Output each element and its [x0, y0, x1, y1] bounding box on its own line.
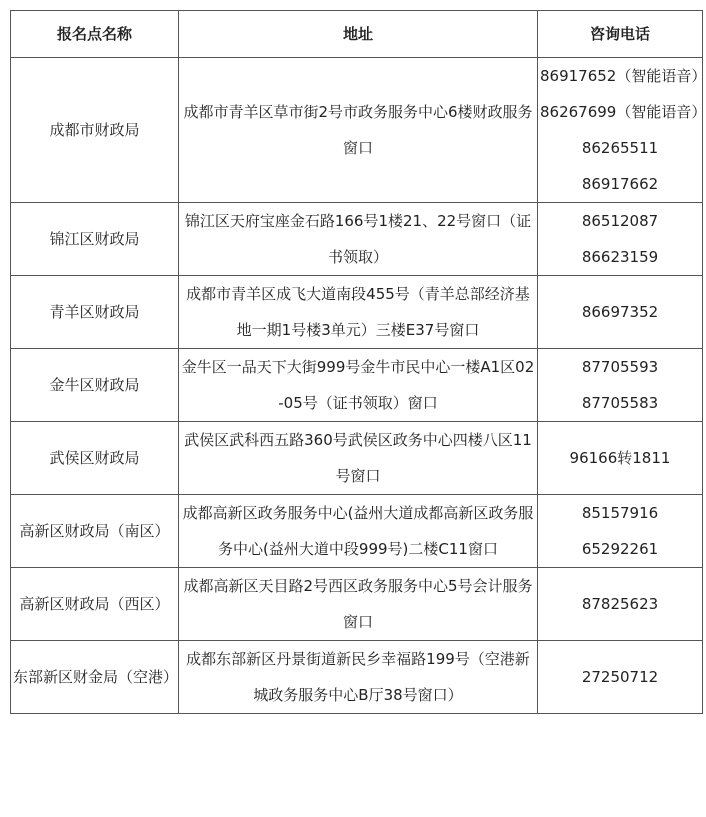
row-name: 青羊区财政局	[11, 276, 179, 349]
phone-number: 86697352	[581, 303, 659, 321]
row-phones	[538, 349, 703, 422]
row-address: 成都高新区政务服务中心(益州大道成都高新区政务服务中心(益州大道中段999号)二楼C11窗口	[179, 495, 538, 568]
row-name: 锦江区财政局	[11, 203, 179, 276]
row-phones	[538, 276, 703, 349]
header-row	[11, 11, 703, 58]
header-address: 地址	[179, 11, 538, 58]
header-phone: 咨询电话	[538, 11, 703, 58]
row-name: 东部新区财金局（空港）	[11, 641, 179, 714]
table-row	[11, 641, 703, 714]
row-address: 成都东部新区丹景街道新民乡幸福路199号（空港新城政务服务中心B厅38号窗口）	[179, 641, 538, 714]
row-phones	[538, 641, 703, 714]
row-address: 锦江区天府宝座金石路166号1楼21、22号窗口（证书领取）	[179, 203, 538, 276]
table-row	[11, 58, 703, 203]
table-row	[11, 349, 703, 422]
row-address: 成都市青羊区草市街2号市政务服务中心6楼财政服务窗口	[179, 58, 538, 203]
table-row	[11, 422, 703, 495]
row-phones	[538, 58, 706, 203]
table-row	[11, 276, 703, 349]
phone-number: 86917662	[581, 175, 659, 193]
row-phones	[538, 568, 703, 641]
phone-number: 65292261	[581, 540, 659, 558]
row-address: 成都高新区天目路2号西区政务服务中心5号会计服务窗口	[179, 568, 538, 641]
phone-number: 87705583	[581, 394, 659, 412]
phone-number: 86512087	[581, 212, 659, 230]
phone-number: 85157916	[581, 504, 659, 522]
header-name: 报名点名称	[11, 11, 179, 58]
row-address: 成都市青羊区成飞大道南段455号（青羊总部经济基地一期1号楼3单元）三楼E37号窗口	[179, 276, 538, 349]
phone-number: 86267699（智能语音）	[540, 103, 706, 121]
row-phones	[538, 422, 703, 495]
row-name: 成都市财政局	[11, 58, 179, 203]
row-name: 武侯区财政局	[11, 422, 179, 495]
row-name: 高新区财政局（南区）	[11, 495, 179, 568]
phone-number: 87825623	[581, 595, 659, 613]
row-address: 金牛区一品天下大街999号金牛市民中心一楼A1区02-05号（证书领取）窗口	[179, 349, 538, 422]
table-row	[11, 568, 703, 641]
table-header	[11, 11, 703, 58]
row-phones	[538, 203, 703, 276]
phone-number: 86917652（智能语音）	[540, 67, 706, 85]
table-row	[11, 203, 703, 276]
table-body	[11, 58, 706, 714]
row-name: 高新区财政局（西区）	[11, 568, 179, 641]
row-address: 武侯区武科西五路360号武侯区政务中心四楼八区11号窗口	[179, 422, 538, 495]
phone-number: 87705593	[581, 358, 659, 376]
phone-number: 86265511	[581, 139, 659, 157]
row-name: 金牛区财政局	[11, 349, 179, 422]
phone-number: 86623159	[581, 248, 659, 266]
registration-points-table	[10, 10, 706, 714]
table-row	[11, 495, 703, 568]
row-phones	[538, 495, 703, 568]
phone-number: 96166转1811	[569, 449, 671, 467]
phone-number: 27250712	[581, 668, 659, 686]
